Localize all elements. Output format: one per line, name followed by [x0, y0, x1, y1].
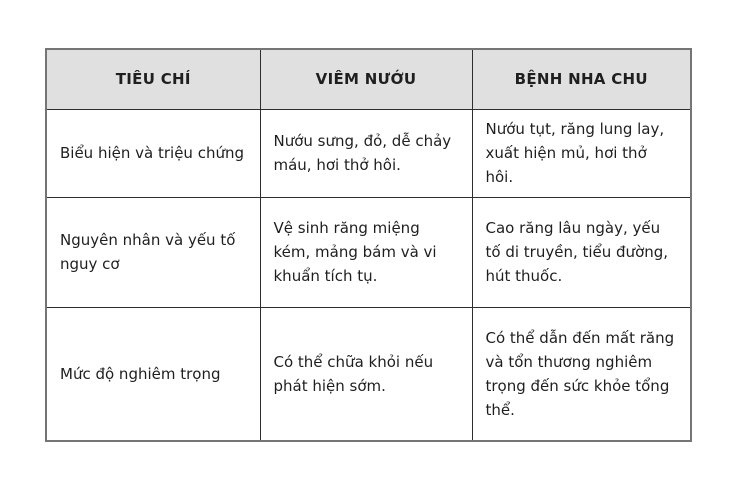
cell-row3-periodontitis: Có thể dẫn đến mất răng và tổn thương nghiêm trọng đến sức khỏe tổng thể. [472, 307, 691, 441]
cell-row1-gingivitis: Nướu sưng, đỏ, dễ chảy máu, hơi thở hôi. [260, 109, 472, 197]
cell-row2-periodontitis: Cao răng lâu ngày, yếu tố di truyền, tiểu đường, hút thuốc. [472, 197, 691, 307]
table-row [46, 307, 691, 441]
cell-row2-gingivitis: Vệ sinh răng miệng kém, mảng bám và vi khuẩn tích tụ. [260, 197, 472, 307]
table-row [46, 197, 691, 307]
table-row [46, 109, 691, 197]
cell-row1-criteria: Biểu hiện và triệu chứng [46, 109, 260, 197]
header-cell-criteria: TIÊU CHÍ [46, 49, 260, 109]
header-cell-periodontitis: BỆNH NHA CHU [472, 49, 691, 109]
cell-row2-criteria: Nguyên nhân và yếu tố nguy cơ [46, 197, 260, 307]
cell-row1-periodontitis: Nướu tụt, răng lung lay, xuất hiện mủ, hơi thở hôi. [472, 109, 691, 197]
header-cell-gingivitis: VIÊM NƯỚU [260, 49, 472, 109]
table-header-row [46, 49, 691, 109]
cell-row3-gingivitis: Có thể chữa khỏi nếu phát hiện sớm. [260, 307, 472, 441]
cell-row3-criteria: Mức độ nghiêm trọng [46, 307, 260, 441]
comparison-table [45, 48, 692, 442]
comparison-table-container [45, 48, 692, 442]
